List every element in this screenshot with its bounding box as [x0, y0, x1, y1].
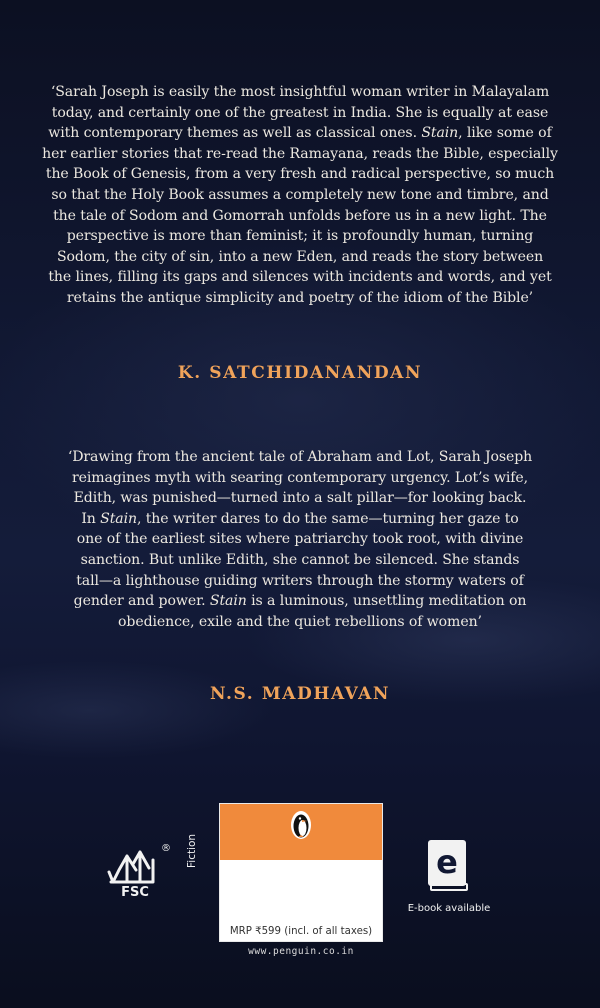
quote-line — [28, 488, 572, 509]
quote-text: ‘Sarah Joseph is easily the most insightful woman writer in Malayalam — [50, 84, 550, 100]
book-title-italic: Stain — [209, 593, 247, 610]
quote-line — [28, 529, 572, 550]
ebook-letter: e — [436, 843, 458, 881]
quote-author-madhavan: N.S. MADHAVAN — [209, 684, 391, 704]
quote-line — [28, 206, 572, 227]
quote-text: the Book of Genesis, from a very fresh and radical perspective, so much — [45, 166, 555, 183]
website-link[interactable]: www.penguin.co.in — [248, 946, 354, 957]
quote-text: tall—a lighthouse guiding writers through the stormy waters of — [76, 572, 524, 589]
quote-line — [28, 509, 572, 530]
quote-text: is a luminous, unsettling meditation on — [246, 593, 527, 610]
quote-line — [28, 144, 572, 165]
quote-satchidanandan — [28, 82, 572, 309]
quote-text: perspective is more than feminist; it is profoundly human, turning — [66, 228, 534, 245]
quote-text: today, and certainly one of the greatest in India. She is equally at ease — [51, 104, 549, 121]
quote-line — [28, 82, 572, 103]
quote-text: one of the earliest sites where patriarchy took root, with divine — [76, 531, 524, 548]
quote-line — [28, 591, 572, 612]
ebook-label: E-book available — [407, 903, 491, 914]
quote-line — [28, 612, 572, 633]
quote-text: ‘Drawing from the ancient tale of Abraham and Lot, Sarah Joseph — [67, 449, 533, 465]
quote-line — [28, 103, 572, 124]
fsc-registered-mark: ® — [161, 843, 171, 854]
quote-line — [28, 468, 572, 489]
book-title-italic: Stain — [421, 125, 459, 142]
genre-label: Fiction — [186, 833, 198, 868]
quote-text: obedience, exile and the quiet rebellions of women’ — [118, 613, 482, 630]
quote-text: sanction. But unlike Edith, she cannot be silenced. She stands — [80, 551, 520, 568]
quote-text: with contemporary themes as well as classical ones. — [48, 125, 422, 142]
quote-line — [28, 164, 572, 185]
book-title-italic: Stain — [100, 510, 137, 527]
quote-line — [28, 123, 572, 144]
penguin-logo-icon — [290, 810, 312, 840]
price-label: MRP ₹599 (incl. of all taxes) — [229, 926, 373, 937]
price-band — [220, 804, 382, 860]
quote-text: Sodom, the city of sin, into a new Eden, and reads the story between — [56, 248, 544, 265]
quote-text: gender and power. — [73, 593, 210, 610]
quote-text: In — [81, 510, 101, 527]
quote-text: retains the antique simplicity and poetry of the idiom of the Bible’ — [66, 289, 534, 306]
quote-madhavan — [28, 447, 572, 632]
fsc-label: FSC — [121, 885, 149, 900]
quote-line — [28, 550, 572, 571]
quote-text: , like some of — [458, 125, 552, 142]
price-box — [219, 803, 383, 942]
quote-line — [28, 288, 572, 309]
quote-text: reimagines myth with searing contemporary urgency. Lot’s wife, — [71, 469, 529, 486]
quote-line — [28, 571, 572, 592]
quote-line — [28, 226, 572, 247]
ebook-icon — [426, 838, 470, 894]
quote-text: her earlier stories that re-read the Ramayana, reads the Bible, especially — [42, 145, 558, 162]
quote-text: so that the Holy Book assumes a completely new tone and timbre, and — [51, 186, 549, 203]
quote-text: the tale of Sodom and Gomorrah unfolds before us in a new light. The — [53, 207, 547, 224]
quote-text: Edith, was punished—turned into a salt pillar—for looking back. — [73, 490, 527, 507]
quote-line — [28, 267, 572, 288]
quote-line — [28, 247, 572, 268]
quote-line — [28, 447, 572, 468]
quote-text: the lines, filling its gaps and silences with incidents and words, and yet — [48, 269, 552, 286]
quote-author-satchidanandan: K. SATCHIDANANDAN — [177, 363, 423, 383]
quote-text: , the writer dares to do the same—turning her gaze to — [136, 510, 519, 527]
quote-line — [28, 185, 572, 206]
